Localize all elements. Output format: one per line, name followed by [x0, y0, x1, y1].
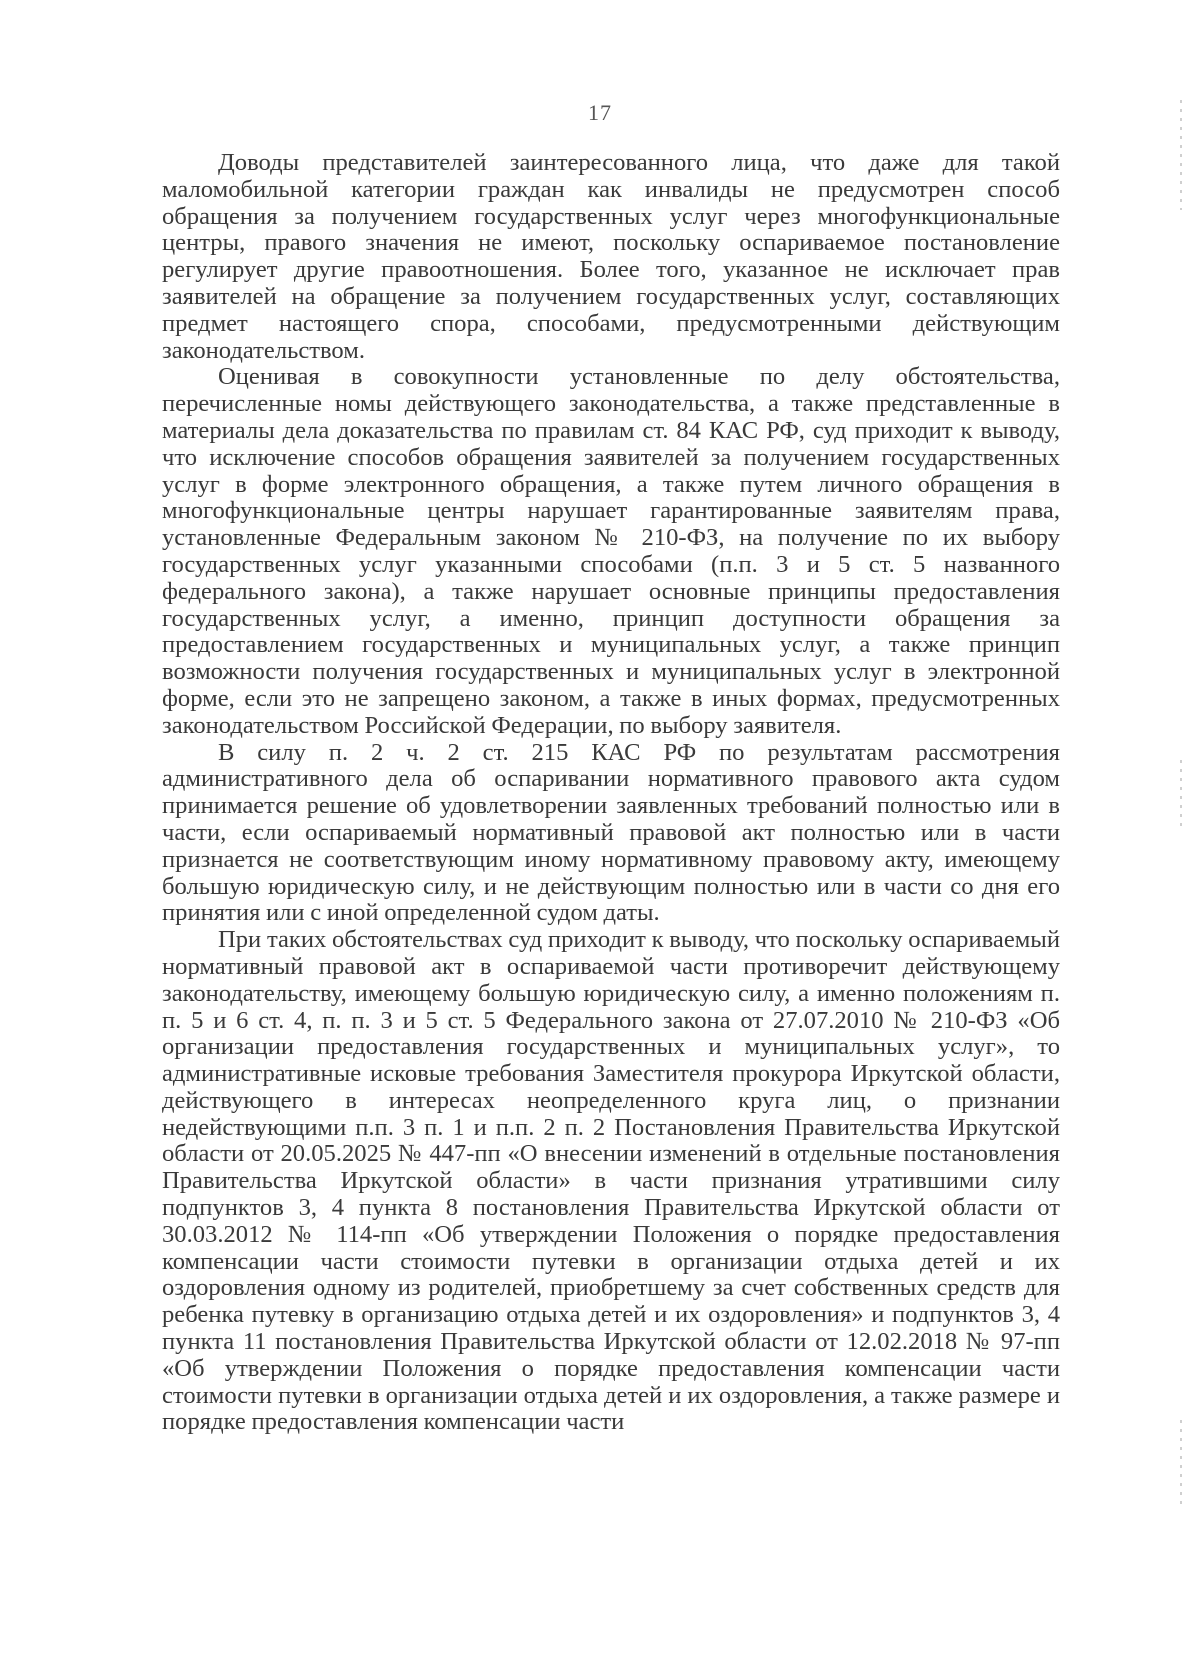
- paragraph: При таких обстоятельствах суд приходит к выводу, что поскольку оспариваемый нормативный правовой акт в оспариваемой части противоречит действующему законодательству, имеющему большую юридическую силу, а именно положениям п. п. 5 и 6 ст. 4, п. п. 3 и 5 ст. 5 Федерального закона от 27.07.2010 № 210-ФЗ «Об организации предоставления государственных и муниципальных услуг», то административные исковые требования Заместителя прокурора Иркутской области, действующего в интересах неопределенного круга лиц, о признании недействующими п.п. 3 п. 1 и п.п. 2 п. 2 Постановления Правительства Иркутской области от 20.05.2025 № 447-пп «О внесении изменений в отдельные постановления Правительства Иркутской области» в части признания утратившими силу подпунктов 3, 4 пункта 8 постановления Правительства Иркутской области от 30.03.2012 № 114-пп «Об утверждении Положения о порядке предоставления компенсации части стоимости путевки в организации отдыха детей и их оздоровления одному из родителей, приобретшему за счет собственных средств для ребенка путевку в организацию отдыха детей и их оздоровления» и подпунктов 3, 4 пункта 11 постановления Правительства Иркутской области от 12.02.2018 № 97-пп «Об утверждении Положения о порядке предоставления компенсации части стоимости путевки в организации отдыха детей и их оздоровления, а также размере и порядке предоставления компенсации части: [162, 926, 1060, 1436]
- page-number: 17: [588, 100, 612, 125]
- paragraph: В силу п. 2 ч. 2 ст. 215 КАС РФ по результатам рассмотрения административного дела об оспаривании нормативного правового акта судом принимается решение об удовлетворении заявленных требований полностью или в части, если оспариваемый нормативный правовой акт полностью или в части признается не соответствующим иному нормативному правовому акту, имеющему большую юридическую силу, и не действующим полностью или в части со дня его принятия или с иной определенной судом даты.: [162, 738, 1060, 927]
- document-body: [162, 150, 1060, 1436]
- scan-edge-mark: [1180, 1420, 1182, 1510]
- paragraph: Оценивая в совокупности установленные по делу обстоятельства, перечисленные номы действующего законодательства, а также представленные в материалы дела доказательства по правилам ст. 84 КАС РФ, суд приходит к выводу, что исключение способов обращения заявителей за получением государственных услуг в форме электронного обращения, а также путем личного обращения в многофункциональные центры нарушает гарантированные заявителям права, установленные Федеральным законом № 210-ФЗ, на получение по их выбору государственных услуг указанными способами (п.п. 3 и 5 ст. 5 названного федерального закона), а также нарушает основные принципы предоставления государственных услуг, а именно, принцип доступности обращения за предоставлением государственных и муниципальных услуг, а также принцип возможности получения государственных и муниципальных услуг в электронной форме, если это не запрещено законом, а также в иных формах, предусмотренных законодательством Российской Федерации, по выбору заявителя.: [162, 363, 1060, 739]
- scan-edge-mark: [1180, 100, 1182, 210]
- scan-edge-mark: [1180, 760, 1182, 830]
- paragraph: Доводы представителей заинтересованного лица, что даже для такой маломобильной категории граждан как инвалиды не предусмотрен способ обращения за получением государственных услуг через многофункциональные центры, правого значения не имеют, поскольку оспариваемое постановление регулирует другие правоотношения. Более того, указанное не исключает прав заявителей на обращение за получением государственных услуг, составляющих предмет настоящего спора, способами, предусмотренными действующим законодательством.: [162, 149, 1060, 364]
